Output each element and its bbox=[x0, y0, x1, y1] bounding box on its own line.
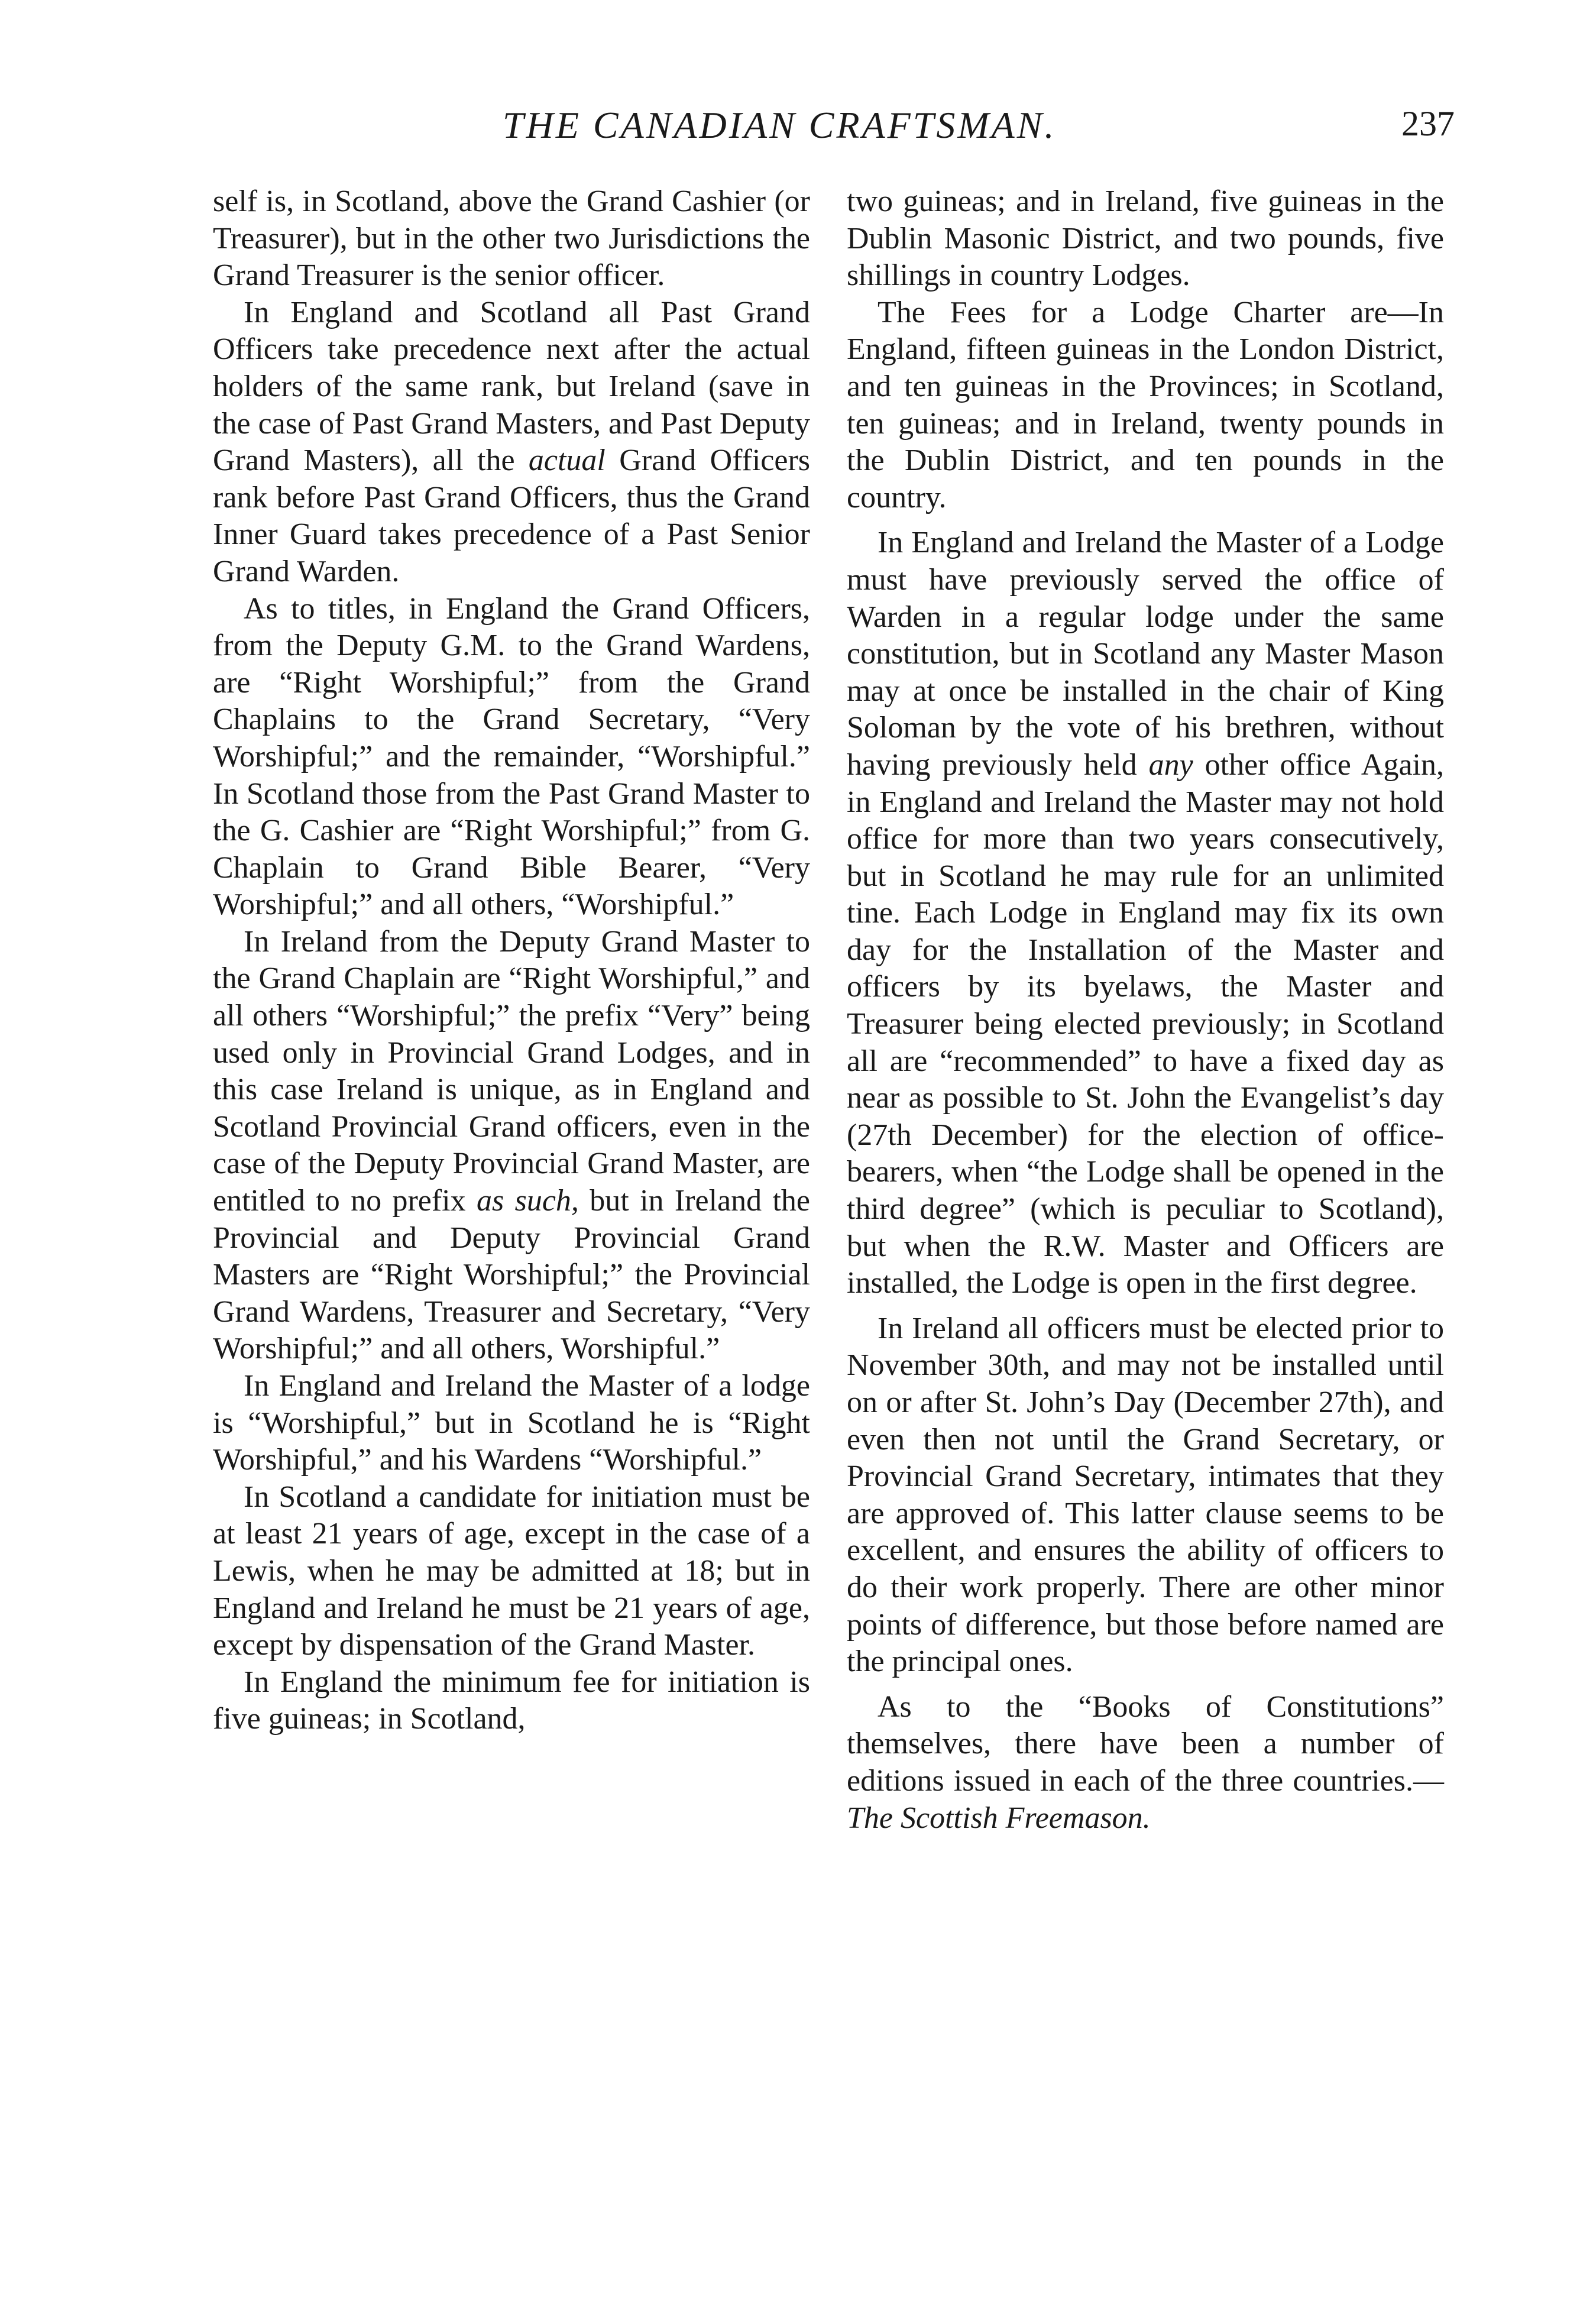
paragraph-fees-continued: two guineas; and in Ireland, five guineas in the Dublin Masonic District, and two pounds, five shillings in country Lodges. bbox=[847, 185, 1444, 293]
paragraph-titles: As to titles, in England the Grand Officers, from the Deputy G.M. to the Grand Wardens, are “Right Worshipful;” from the Grand Chaplains to the Grand Secretary, “Very Worshipful;” and the remainder, “Worshipful.” In Scotland those from the Past Grand Master to the G. Cashier are “Right Worshipful;” from G. Chaplain to Grand Bible Bearer, “Very Worshipful;” and all others, “Worshipful.” bbox=[213, 591, 810, 922]
paragraph-master-qualification: In England and Ireland the Master of a Lodge must have previously served the office of Warden in a regular lodge under the same constitution, but in Scotland any Master Mason may at once be installed in the chair of King Soloman by the vote of his brethren, without having previously held any other office Again, in England and Ireland the Master may not hold office for more than two years consecutively, but in Scotland he may rule for an unlimited tine. Each Lodge in England may fix its own day for the Installation of the Master and officers by its byelaws, the Master and Treasurer being elected previously; in Scotland all are “recommended” to have a fixed day as near as possible to St. John the Evangelist’s day (27th December) for the election of office-bearers, when “the Lodge shall be opened in the third degree” (which is peculiar to Scotland), but when the R.W. Master and Officers are installed, the Lodge is open in the first degree. bbox=[847, 526, 1444, 1300]
paragraph-initiation-age: In Scotland a candidate for initiation must be at least 21 years of age, except in the case of a Lewis, when he may be admitted at 18; but in England and Ireland he must be 21 years of age, except by dispensation of the Grand Master. bbox=[213, 1480, 810, 1662]
paragraph-ireland-titles: In Ireland from the Deputy Grand Master to the Grand Chaplain are “Right Worshipful,” and all others “Worshipful;” the prefix “Very” being used only in Provincial Grand Lodges, and in this case Ireland is unique, as in England and Scotland Provincial Grand officers, even in the case of the Deputy Provincial Grand Master, are entitled to no prefix as such, but in Ireland the Provincial and Deputy Provincial Grand Masters are “Right Worshipful;” the Provincial Grand Wardens, Treasurer and Secretary, “Very Worshipful;” and all others, Worshipful.” bbox=[213, 924, 810, 1366]
paragraph-past-grand-officers: In England and Scotland all Past Grand Officers take precedence next after the actual holders of the same rank, but Ireland (save in the case of Past Grand Masters, and Past Deputy Grand Masters), all the actual Grand Officers rank before Past Grand Officers, thus the Grand Inner Guard takes precedence of a Past Senior Grand Warden. bbox=[213, 295, 810, 588]
paragraph-ireland-elections: In Ireland all officers must be elected prior to November 30th, and may not be installed until on or after St. John’s Day (December 27th), and even then not until the Grand Secretary, or Provincial Grand Secretary, intimates that they are approved of. This latter clause seems to be excellent, and ensures the ability of officers to do their work properly. There are other minor points of difference, but those before named are the principal ones. bbox=[847, 1311, 1444, 1679]
paragraph-initiation-fee: In England the minimum fee for initiation is five guineas; in Scotland, bbox=[213, 1665, 810, 1736]
page-number: 237 bbox=[1401, 104, 1455, 143]
right-column bbox=[847, 183, 1444, 1837]
page-header bbox=[213, 103, 1455, 157]
running-title: THE CANADIAN CRAFTSMAN. bbox=[503, 104, 1057, 146]
paragraph-master-of-lodge: In England and Ireland the Master of a lodge is “Worshipful,” but in Scotland he is “Right Worshipful,” and his Wardens “Worshipful.” bbox=[213, 1369, 810, 1477]
left-column bbox=[213, 183, 810, 1738]
paragraph-grand-cashier: self is, in Scotland, above the Grand Cashier (or Treasurer), but in the other two Jurisdictions the Grand Treasurer is the senior officer. bbox=[213, 185, 810, 293]
paragraph-lodge-charter: The Fees for a Lodge Charter are—In England, fifteen guineas in the London District, and ten guineas in the Provinces; in Scotland, ten guineas; and in Ireland, twenty pounds in the Dublin District, and ten pounds in the country. bbox=[847, 295, 1444, 514]
paragraph-books-of-constitutions: As to the “Books of Constitutions” themselves, there have been a number of editions issued in each of the three countries.— The Scottish Freemason. bbox=[847, 1689, 1444, 1835]
source-attribution: The Scottish Freemason. bbox=[847, 1801, 1151, 1835]
